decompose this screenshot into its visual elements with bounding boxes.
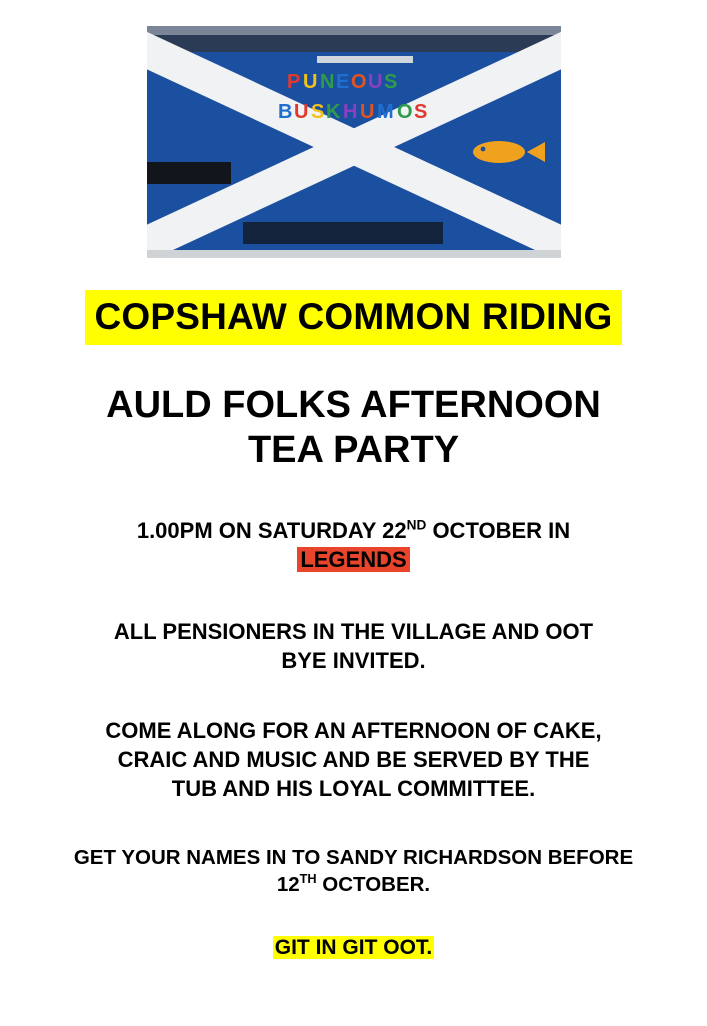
- saltire-flag-banner-photo: [147, 26, 561, 258]
- svg-text:O: O: [350, 71, 367, 93]
- event-time-suffix: OCTOBER IN: [426, 518, 571, 544]
- event-title-line-2: TEA PARTY: [247, 429, 460, 472]
- invitation-block: [46, 618, 661, 675]
- rsvp-line-2: [46, 872, 661, 899]
- rsvp-block: [46, 845, 661, 898]
- svg-text:N: N: [319, 71, 334, 93]
- svg-text:U: U: [359, 101, 374, 123]
- invitation-line-2: BYE INVITED.: [281, 647, 426, 673]
- event-venue: LEGENDS: [297, 547, 409, 572]
- poster-page: [0, 26, 707, 1026]
- svg-text:S: S: [310, 101, 324, 123]
- closing-block: [46, 934, 661, 961]
- description-line-3: TUB AND HIS LOYAL COMMITTEE.: [171, 775, 536, 801]
- svg-text:P: P: [286, 71, 300, 93]
- svg-text:B: B: [277, 101, 292, 123]
- svg-text:E: E: [335, 71, 349, 93]
- svg-text:H: H: [342, 101, 357, 123]
- event-time-prefix: 1.00PM ON SATURDAY 22: [136, 518, 407, 544]
- svg-text:U: U: [367, 71, 382, 93]
- svg-text:M: M: [376, 101, 394, 123]
- headline-row: [0, 290, 707, 345]
- svg-text:S: S: [383, 71, 397, 93]
- description-line-1: COME ALONG FOR AN AFTERNOON OF CAKE,: [105, 718, 602, 744]
- event-title-line-1: AULD FOLKS AFTERNOON: [106, 384, 601, 427]
- closing-text: GIT IN GIT OOT.: [274, 936, 433, 960]
- rsvp-month: OCTOBER.: [316, 872, 431, 896]
- svg-text:O: O: [396, 101, 413, 123]
- svg-text:S: S: [413, 101, 427, 123]
- description-line-2: CRAIC AND MUSIC AND BE SERVED BY THE: [117, 746, 590, 772]
- svg-text:K: K: [325, 101, 340, 123]
- description-block: [46, 717, 661, 803]
- rsvp-day: 12: [276, 872, 300, 896]
- event-date-ordinal: ND: [406, 517, 427, 533]
- event-title: [60, 383, 647, 473]
- rsvp-day-ordinal: TH: [299, 870, 317, 886]
- page-title: COPSHAW COMMON RIDING: [85, 290, 621, 345]
- invitation-line-1: ALL PENSIONERS IN THE VILLAGE AND OOT: [113, 619, 594, 645]
- flag-illustration: [147, 26, 561, 258]
- svg-text:U: U: [293, 101, 308, 123]
- event-time-line: [46, 517, 661, 546]
- rsvp-line-1: GET YOUR NAMES IN TO SANDY RICHARDSON BEFORE: [73, 846, 634, 870]
- svg-text:U: U: [302, 71, 317, 93]
- event-venue-line: [46, 546, 661, 575]
- event-time-block: [46, 517, 661, 574]
